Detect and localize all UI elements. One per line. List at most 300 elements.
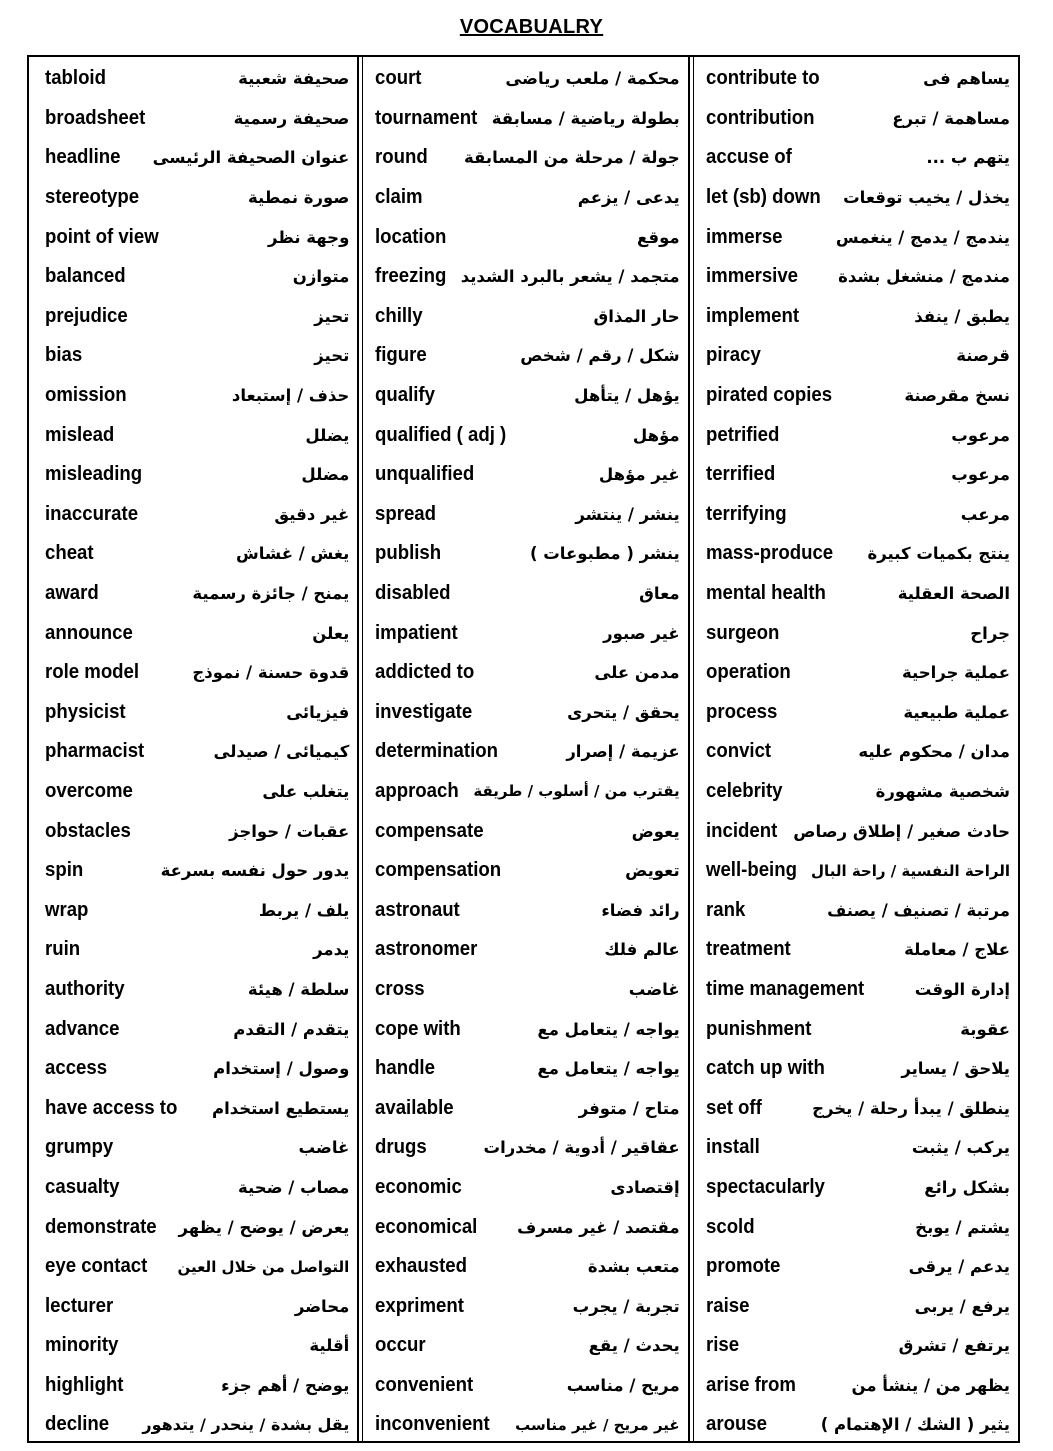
vocab-row bbox=[29, 99, 357, 139]
arabic-translation: بطولة رياضية / مسابقة bbox=[491, 108, 680, 128]
english-term: drugs bbox=[375, 1136, 428, 1159]
english-term: location bbox=[375, 225, 447, 248]
vocab-row bbox=[359, 534, 687, 574]
arabic-translation: مدان / محكوم عليه bbox=[858, 742, 1010, 762]
english-term: advance bbox=[45, 1017, 120, 1040]
english-term: accuse of bbox=[705, 146, 792, 169]
english-term: cope with bbox=[375, 1017, 462, 1040]
arabic-translation: متاح / متوفر bbox=[578, 1098, 680, 1118]
vocab-row bbox=[359, 693, 687, 733]
arabic-translation: متجمد / يشعر بالبرد الشديد bbox=[460, 267, 680, 287]
arabic-translation: عقوبة bbox=[960, 1019, 1010, 1039]
english-term: available bbox=[375, 1096, 454, 1119]
vocab-row bbox=[359, 297, 687, 337]
arabic-translation: مرعب bbox=[960, 504, 1010, 524]
english-term: stereotype bbox=[45, 186, 140, 209]
arabic-translation: عقبات / حواجز bbox=[229, 821, 350, 841]
vocab-row bbox=[690, 772, 1018, 812]
english-term: ruin bbox=[45, 938, 81, 961]
arabic-translation: غير صبور bbox=[603, 623, 680, 643]
arabic-translation: إدارة الوقت bbox=[914, 979, 1010, 999]
vocab-row bbox=[29, 138, 357, 178]
vocab-row bbox=[359, 613, 687, 653]
english-term: decline bbox=[45, 1413, 110, 1436]
english-term: court bbox=[375, 67, 422, 90]
arabic-translation: يندمج / يدمج / ينغمس bbox=[835, 227, 1010, 247]
arabic-translation: عملية طبيعية bbox=[903, 702, 1010, 722]
arabic-translation: صحيفة رسمية bbox=[233, 108, 350, 128]
vocab-row bbox=[690, 1207, 1018, 1247]
english-term: unqualified bbox=[375, 463, 475, 486]
english-term: have access to bbox=[45, 1096, 178, 1119]
arabic-translation: غاضب bbox=[628, 979, 680, 999]
arabic-translation: مساهمة / تبرع bbox=[892, 108, 1010, 128]
english-term: inaccurate bbox=[45, 502, 139, 525]
english-term: award bbox=[45, 582, 99, 605]
english-term: minority bbox=[45, 1334, 119, 1357]
english-term: contribute to bbox=[705, 67, 820, 90]
vocab-row bbox=[690, 495, 1018, 535]
english-term: pharmacist bbox=[45, 740, 145, 763]
english-term: compensation bbox=[375, 859, 502, 882]
english-term: physicist bbox=[45, 700, 126, 723]
english-term: surgeon bbox=[705, 621, 780, 644]
english-term: well-being bbox=[705, 859, 797, 882]
arabic-translation: غير دقيق bbox=[274, 504, 350, 524]
vocab-row bbox=[359, 376, 687, 416]
english-term: demonstrate bbox=[45, 1215, 157, 1238]
arabic-translation: يلاحق / يساير bbox=[901, 1059, 1010, 1079]
english-term: lecturer bbox=[45, 1294, 114, 1317]
arabic-translation: يدمر bbox=[313, 940, 350, 960]
english-term: determination bbox=[375, 740, 499, 763]
vocab-row bbox=[359, 138, 687, 178]
page-title: VOCABUALRY bbox=[459, 16, 604, 38]
english-term: misleading bbox=[45, 463, 143, 486]
english-term: compensate bbox=[375, 819, 484, 842]
english-term: freezing bbox=[375, 265, 447, 288]
english-term: claim bbox=[375, 186, 423, 209]
english-term: spread bbox=[375, 502, 437, 525]
arabic-translation: غاضب bbox=[298, 1138, 350, 1158]
vocab-row bbox=[690, 732, 1018, 772]
english-term: announce bbox=[45, 621, 133, 644]
english-term: publish bbox=[375, 542, 442, 565]
vocab-row bbox=[29, 1286, 357, 1326]
vocab-row bbox=[359, 653, 687, 693]
english-term: piracy bbox=[705, 344, 761, 367]
arabic-translation: يعوض bbox=[631, 821, 680, 841]
arabic-translation: نسخ مقرصنة bbox=[904, 386, 1010, 406]
vocab-row bbox=[359, 574, 687, 614]
arabic-translation: صحيفة شعبية bbox=[238, 69, 350, 89]
arabic-translation: يغش / غشاش bbox=[235, 544, 350, 564]
english-term: incident bbox=[705, 819, 777, 842]
arabic-translation: يدور حول نفسه بسرعة bbox=[160, 861, 350, 881]
arabic-translation: مؤهل bbox=[632, 425, 680, 445]
vocab-row bbox=[29, 376, 357, 416]
vocabulary-table bbox=[27, 55, 1020, 1443]
vocab-row bbox=[29, 732, 357, 772]
english-term: grumpy bbox=[45, 1136, 114, 1159]
arabic-translation: غير مؤهل bbox=[598, 465, 680, 485]
english-term: overcome bbox=[45, 779, 133, 802]
arabic-translation: فيزيائى bbox=[286, 702, 350, 722]
vocab-row bbox=[690, 613, 1018, 653]
arabic-translation: التواصل من خلال العين bbox=[177, 1257, 350, 1276]
vocab-row bbox=[29, 415, 357, 455]
arabic-translation: يحدث / يقع bbox=[588, 1336, 680, 1356]
arabic-translation: يرفع / يربى bbox=[914, 1296, 1010, 1316]
english-term: addicted to bbox=[375, 661, 475, 684]
vocab-row bbox=[690, 574, 1018, 614]
english-term: mislead bbox=[45, 423, 115, 446]
english-term: catch up with bbox=[705, 1057, 825, 1080]
vocab-row bbox=[359, 1049, 687, 1089]
vocab-row bbox=[690, 1009, 1018, 1049]
arabic-translation: صورة نمطية bbox=[247, 188, 350, 208]
english-term: headline bbox=[45, 146, 121, 169]
vocab-row bbox=[690, 851, 1018, 891]
vocab-row bbox=[359, 1009, 687, 1049]
arabic-translation: الصحة العقلية bbox=[897, 584, 1010, 604]
vocab-row bbox=[690, 297, 1018, 337]
vocab-row bbox=[359, 732, 687, 772]
vocab-row bbox=[690, 970, 1018, 1010]
arabic-translation: حادث صغير / إطلاق رصاص bbox=[793, 821, 1010, 841]
arabic-translation: يظهر من / ينشأ من bbox=[851, 1375, 1010, 1395]
english-term: arise from bbox=[705, 1373, 796, 1396]
vocab-row bbox=[29, 1049, 357, 1089]
english-term: rise bbox=[705, 1334, 739, 1357]
english-term: let (sb) down bbox=[705, 186, 821, 209]
vocab-row bbox=[29, 811, 357, 851]
english-term: pirated copies bbox=[705, 384, 832, 407]
english-term: impatient bbox=[375, 621, 459, 644]
english-term: wrap bbox=[45, 898, 89, 921]
arabic-translation: عملية جراحية bbox=[901, 663, 1010, 683]
english-term: eye contact bbox=[45, 1255, 148, 1278]
vocab-row bbox=[359, 890, 687, 930]
english-term: petrified bbox=[705, 423, 780, 446]
arabic-translation: قدوة حسنة / نموذج bbox=[192, 663, 350, 683]
vocab-row bbox=[690, 257, 1018, 297]
english-term: chilly bbox=[375, 304, 423, 327]
arabic-translation: تعويض bbox=[625, 861, 680, 881]
english-term: figure bbox=[375, 344, 428, 367]
english-term: operation bbox=[705, 661, 791, 684]
english-term: casualty bbox=[45, 1175, 120, 1198]
english-term: immerse bbox=[705, 225, 783, 248]
vocab-row bbox=[29, 890, 357, 930]
english-term: convenient bbox=[375, 1373, 474, 1396]
vocab-row bbox=[359, 1366, 687, 1406]
vocab-row bbox=[690, 415, 1018, 455]
arabic-translation: مرعوب bbox=[951, 425, 1010, 445]
arabic-translation: يتقدم / التقدم bbox=[233, 1019, 350, 1039]
english-term: role model bbox=[45, 661, 140, 684]
arabic-translation: موقع bbox=[637, 227, 680, 247]
arabic-translation: كيميائى / صيدلى bbox=[213, 742, 350, 762]
vocab-row bbox=[29, 772, 357, 812]
vocab-row bbox=[359, 1088, 687, 1128]
vocab-row bbox=[29, 217, 357, 257]
vocab-row bbox=[29, 336, 357, 376]
arabic-translation: مرتبة / تصنيف / يصنف bbox=[827, 900, 1010, 920]
english-term: cross bbox=[375, 977, 425, 1000]
arabic-translation: متوازن bbox=[292, 267, 350, 287]
arabic-translation: علاج / معاملة bbox=[904, 940, 1010, 960]
vocab-row bbox=[690, 534, 1018, 574]
vocab-row bbox=[690, 1168, 1018, 1208]
english-term: celebrity bbox=[705, 779, 783, 802]
arabic-translation: سلطة / هيئة bbox=[247, 979, 350, 999]
vocab-row bbox=[29, 653, 357, 693]
english-term: time management bbox=[705, 977, 864, 1000]
arabic-translation: مندمج / منشغل بشدة bbox=[838, 267, 1010, 287]
english-term: tabloid bbox=[45, 67, 106, 90]
arabic-translation: ينشر ( مطبوعات ) bbox=[529, 544, 680, 564]
english-term: raise bbox=[705, 1294, 750, 1317]
vocab-row bbox=[690, 1128, 1018, 1168]
vocab-row bbox=[690, 178, 1018, 218]
arabic-translation: الراحة النفسية / راحة البال bbox=[811, 861, 1010, 880]
vocab-row bbox=[29, 613, 357, 653]
vocab-row bbox=[359, 1207, 687, 1247]
english-term: spectacularly bbox=[705, 1175, 825, 1198]
vocab-row bbox=[29, 257, 357, 297]
english-term: spin bbox=[45, 859, 84, 882]
english-term: implement bbox=[705, 304, 799, 327]
vocab-row bbox=[690, 653, 1018, 693]
arabic-translation: يواجه / يتعامل مع bbox=[537, 1059, 680, 1079]
english-term: balanced bbox=[45, 265, 126, 288]
vocab-row bbox=[29, 495, 357, 535]
english-term: scold bbox=[705, 1215, 755, 1238]
arabic-translation: حار المذاق bbox=[593, 306, 680, 326]
english-term: approach bbox=[375, 779, 460, 802]
arabic-translation: يستطيع استخدام bbox=[211, 1098, 350, 1118]
arabic-translation: ينتج بكميات كبيرة bbox=[867, 544, 1010, 564]
arabic-translation: قرصنة bbox=[956, 346, 1010, 366]
english-term: disabled bbox=[375, 582, 451, 605]
arabic-translation: عقاقير / أدوية / مخدرات bbox=[483, 1138, 680, 1158]
vocab-row bbox=[359, 495, 687, 535]
vocab-row bbox=[29, 455, 357, 495]
vocab-row bbox=[359, 217, 687, 257]
arabic-translation: جولة / مرحلة من المسابقة bbox=[464, 148, 680, 168]
vocab-row bbox=[690, 59, 1018, 99]
vocab-row bbox=[359, 455, 687, 495]
arabic-translation: مدمن على bbox=[594, 663, 680, 683]
vocabulary-column-3 bbox=[688, 57, 1018, 1441]
vocab-row bbox=[29, 534, 357, 574]
arabic-translation: إقتصادى bbox=[610, 1177, 680, 1197]
vocab-row bbox=[29, 970, 357, 1010]
vocab-row bbox=[690, 217, 1018, 257]
vocab-row bbox=[359, 99, 687, 139]
vocab-row bbox=[690, 1405, 1018, 1445]
vocab-row bbox=[29, 930, 357, 970]
vocab-row bbox=[29, 851, 357, 891]
arabic-translation: يؤهل / يتأهل bbox=[574, 386, 680, 406]
vocabulary-column-1 bbox=[29, 57, 357, 1441]
english-term: handle bbox=[375, 1057, 436, 1080]
english-term: cheat bbox=[45, 542, 94, 565]
vocab-row bbox=[690, 1088, 1018, 1128]
english-term: arouse bbox=[705, 1413, 767, 1436]
vocab-row bbox=[29, 1009, 357, 1049]
vocab-row bbox=[690, 455, 1018, 495]
english-term: convict bbox=[705, 740, 771, 763]
vocab-row bbox=[29, 1168, 357, 1208]
english-term: occur bbox=[375, 1334, 426, 1357]
arabic-translation: محاضر bbox=[294, 1296, 350, 1316]
vocab-row bbox=[690, 693, 1018, 733]
english-term: immersive bbox=[705, 265, 798, 288]
vocab-row bbox=[359, 257, 687, 297]
arabic-translation: يدعم / يرقى bbox=[908, 1257, 1010, 1277]
vocab-row bbox=[359, 1168, 687, 1208]
vocab-row bbox=[690, 1247, 1018, 1287]
vocab-row bbox=[29, 1247, 357, 1287]
arabic-translation: يركب / يثبت bbox=[911, 1138, 1010, 1158]
arabic-translation: مصاب / ضحية bbox=[237, 1177, 350, 1197]
arabic-translation: يشتم / يوبخ bbox=[915, 1217, 1010, 1237]
english-term: economic bbox=[375, 1175, 463, 1198]
vocab-row bbox=[359, 415, 687, 455]
vocab-row bbox=[359, 1326, 687, 1366]
vocab-row bbox=[29, 574, 357, 614]
english-term: economical bbox=[375, 1215, 478, 1238]
arabic-translation: عنوان الصحيفة الرئيسى bbox=[152, 148, 350, 168]
vocab-row bbox=[690, 1049, 1018, 1089]
vocab-row bbox=[29, 297, 357, 337]
arabic-translation: يرتفع / تشرق bbox=[898, 1336, 1010, 1356]
english-term: terrifying bbox=[705, 502, 787, 525]
vocab-row bbox=[690, 1286, 1018, 1326]
arabic-translation: يمنح / جائزة رسمية bbox=[192, 584, 350, 604]
english-term: expriment bbox=[375, 1294, 465, 1317]
arabic-translation: شخصية مشهورة bbox=[875, 781, 1010, 801]
arabic-translation: تجربة / يجرب bbox=[572, 1296, 680, 1316]
arabic-translation: مقتصد / غير مسرف bbox=[517, 1217, 680, 1237]
english-term: mental health bbox=[705, 582, 826, 605]
english-term: contribution bbox=[705, 106, 815, 129]
arabic-translation: تحيز bbox=[314, 306, 350, 326]
arabic-translation: وصول / إستخدام bbox=[213, 1059, 350, 1079]
english-term: inconvenient bbox=[375, 1413, 491, 1436]
vocab-row bbox=[29, 693, 357, 733]
arabic-translation: يحقق / يتحرى bbox=[567, 702, 680, 722]
arabic-translation: يعرض / يوضح / يظهر bbox=[178, 1217, 350, 1237]
arabic-translation: يتغلب على bbox=[262, 781, 350, 801]
english-term: set off bbox=[705, 1096, 762, 1119]
english-term: prejudice bbox=[45, 304, 128, 327]
vocab-row bbox=[29, 1088, 357, 1128]
vocab-row bbox=[29, 1207, 357, 1247]
english-term: broadsheet bbox=[45, 106, 146, 129]
english-term: authority bbox=[45, 977, 125, 1000]
arabic-translation: مضلل bbox=[301, 465, 350, 485]
arabic-translation: عزيمة / إصرار bbox=[566, 742, 680, 762]
arabic-translation: يخذل / يخيب توقعات bbox=[843, 188, 1010, 208]
english-term: access bbox=[45, 1057, 108, 1080]
arabic-translation: يدعى / يزعم bbox=[577, 188, 680, 208]
vocab-row bbox=[359, 772, 687, 812]
english-term: omission bbox=[45, 384, 127, 407]
arabic-translation: يثير ( الشك / الإهتمام ) bbox=[820, 1415, 1010, 1435]
arabic-translation: محكمة / ملعب رياضى bbox=[505, 69, 680, 89]
arabic-translation: مريح / مناسب bbox=[566, 1375, 680, 1395]
vocab-row bbox=[359, 336, 687, 376]
english-term: exhausted bbox=[375, 1255, 468, 1278]
arabic-translation: ينطلق / يبدأ رحلة / يخرج bbox=[812, 1098, 1010, 1118]
vocab-row bbox=[359, 970, 687, 1010]
vocab-row bbox=[29, 59, 357, 99]
vocab-row bbox=[690, 138, 1018, 178]
vocab-row bbox=[359, 1128, 687, 1168]
arabic-translation: بشكل رائع bbox=[924, 1177, 1010, 1197]
vocab-row bbox=[690, 99, 1018, 139]
arabic-translation: وجهة نظر bbox=[268, 227, 350, 247]
arabic-translation: يقترب من / أسلوب / طريقة bbox=[473, 782, 680, 801]
vocab-row bbox=[359, 1247, 687, 1287]
arabic-translation: غير مريح / غير مناسب bbox=[515, 1415, 680, 1434]
arabic-translation: يضلل bbox=[305, 425, 350, 445]
vocab-row bbox=[359, 851, 687, 891]
vocab-row bbox=[359, 59, 687, 99]
vocab-row bbox=[29, 1405, 357, 1445]
arabic-translation: ينشر / ينتشر bbox=[575, 504, 680, 524]
english-term: point of view bbox=[45, 225, 159, 248]
arabic-translation: يساهم فى bbox=[923, 69, 1010, 89]
arabic-translation: شكل / رقم / شخص bbox=[520, 346, 680, 366]
vocab-row bbox=[29, 178, 357, 218]
vocab-row bbox=[359, 1286, 687, 1326]
english-term: install bbox=[705, 1136, 760, 1159]
arabic-translation: عالم فلك bbox=[604, 940, 680, 960]
english-term: obstacles bbox=[45, 819, 131, 842]
english-term: highlight bbox=[45, 1373, 124, 1396]
vocab-row bbox=[359, 1405, 687, 1445]
arabic-translation: مرعوب bbox=[951, 465, 1010, 485]
english-term: tournament bbox=[375, 106, 478, 129]
english-term: promote bbox=[705, 1255, 781, 1278]
arabic-translation: معاق bbox=[639, 584, 680, 604]
vocab-row bbox=[690, 336, 1018, 376]
english-term: rank bbox=[705, 898, 745, 921]
vocab-row bbox=[690, 811, 1018, 851]
vocab-row bbox=[690, 1326, 1018, 1366]
vocab-row bbox=[29, 1128, 357, 1168]
arabic-translation: جراح bbox=[970, 623, 1010, 643]
arabic-translation: يطبق / ينفذ bbox=[914, 306, 1010, 326]
arabic-translation: تحيز bbox=[314, 346, 350, 366]
vocab-row bbox=[359, 178, 687, 218]
arabic-translation: متعب بشدة bbox=[587, 1257, 680, 1277]
english-term: bias bbox=[45, 344, 83, 367]
arabic-translation: حذف / إستبعاد bbox=[231, 386, 350, 406]
arabic-translation: رائد فضاء bbox=[601, 900, 680, 920]
arabic-translation: أقلية bbox=[309, 1336, 350, 1356]
english-term: punishment bbox=[705, 1017, 812, 1040]
vocab-row bbox=[690, 930, 1018, 970]
vocab-row bbox=[690, 890, 1018, 930]
vocab-row bbox=[690, 1366, 1018, 1406]
arabic-translation: يقل بشدة / ينحدر / يتدهور bbox=[142, 1415, 350, 1435]
english-term: treatment bbox=[705, 938, 791, 961]
